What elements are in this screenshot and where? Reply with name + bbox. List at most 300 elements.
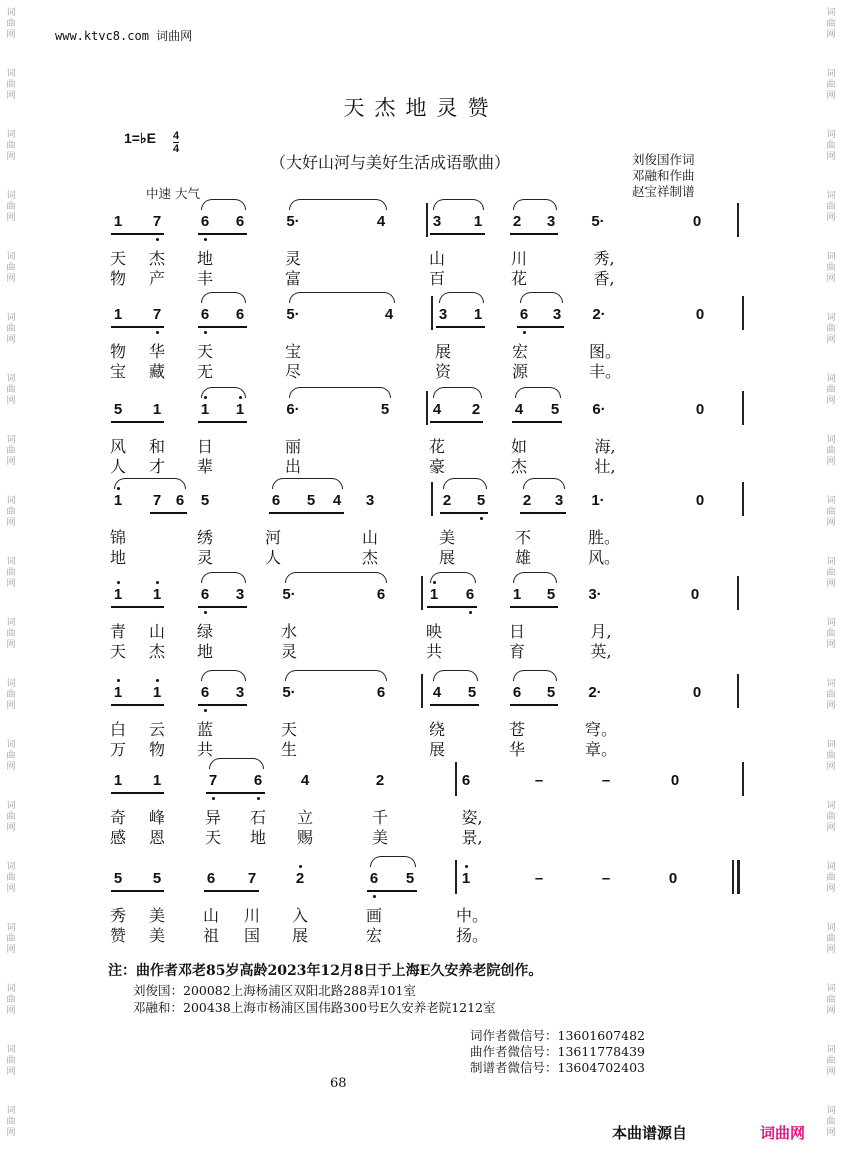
lyric-char: 资 [434, 362, 452, 381]
watermark-glyph: 网 [6, 1006, 16, 1016]
bar-line [455, 860, 457, 894]
slur [523, 478, 565, 489]
lyric-char: 恩 [148, 828, 166, 847]
beam-underline [198, 704, 247, 706]
note: 6 [271, 492, 281, 509]
lyric-char: 产 [148, 269, 166, 288]
wechat-transcriber: 制谱者微信号：13604702403 [470, 1060, 645, 1075]
note: 6· [286, 401, 300, 418]
note: 5 [113, 870, 123, 887]
watermark-glyph: 曲 [6, 202, 16, 212]
lyric-char: 天 [109, 249, 127, 268]
lyric-char: 华 [148, 342, 166, 361]
note: 1 [113, 492, 123, 509]
lyric-char: 美 [148, 906, 166, 925]
octave-dot [156, 581, 159, 584]
note: 7 [247, 870, 257, 887]
slur [201, 292, 246, 303]
watermark-glyph: 曲 [6, 19, 16, 29]
watermark-glyph: 网 [826, 762, 836, 772]
note: 5· [282, 586, 296, 603]
lyric-char: 灵 [284, 249, 302, 268]
watermark-glyph: 网 [826, 1128, 836, 1138]
lyric-char: 绣 [196, 528, 214, 547]
note: 5· [286, 306, 300, 323]
beam-underline [111, 326, 164, 328]
note: 3 [235, 586, 245, 603]
watermark-glyph: 曲 [6, 934, 16, 944]
watermark-glyph: 网 [6, 213, 16, 223]
watermark-glyph: 网 [826, 518, 836, 528]
watermark-glyph: 词 [826, 984, 836, 994]
note: 2 [295, 870, 305, 887]
wechat-ids [470, 1028, 645, 1076]
note: 7 [152, 492, 162, 509]
watermark-glyph: 词 [6, 8, 16, 18]
octave-dot [117, 581, 120, 584]
watermark-glyph: 曲 [6, 141, 16, 151]
watermark-glyph: 曲 [826, 446, 836, 456]
lyric-char: 姿, [461, 808, 483, 827]
octave-dot [373, 895, 376, 898]
composer: 邓融和作曲 [632, 168, 695, 183]
lyric-char: 共 [196, 740, 214, 759]
site-header[interactable] [55, 27, 192, 44]
lyric-char: 山 [202, 906, 220, 925]
transcriber: 赵宝祥制谱 [632, 184, 695, 199]
beam-underline [517, 326, 564, 328]
lyric-char: 苍 [508, 720, 526, 739]
watermark-glyph: 网 [826, 1067, 836, 1077]
note: 0 [692, 684, 702, 701]
lyric-char: 川 [510, 249, 528, 268]
lyricist: 刘俊国作词 [632, 152, 695, 167]
watermark-glyph: 网 [6, 91, 16, 101]
beam-underline [440, 512, 488, 514]
watermark-glyph: 曲 [6, 568, 16, 578]
note: 5 [306, 492, 316, 509]
lyric-char: 风 [109, 437, 127, 456]
beam-underline [430, 704, 479, 706]
watermark-glyph: 词 [6, 618, 16, 628]
note: 2· [588, 684, 602, 701]
lyric-char: 入 [291, 906, 309, 925]
beam-underline [198, 421, 247, 423]
watermark-glyph: 曲 [826, 568, 836, 578]
beam-underline [269, 512, 344, 514]
watermark-glyph: 网 [6, 396, 16, 406]
tempo-marking: 中速 大气 [146, 186, 200, 201]
note: 6 [175, 492, 185, 509]
watermark-glyph: 词 [6, 313, 16, 323]
watermark-glyph: 词 [6, 679, 16, 689]
octave-dot [257, 797, 260, 800]
lyric-char: 赐 [296, 828, 314, 847]
note: 6 [369, 870, 379, 887]
beam-underline [512, 421, 562, 423]
lyric-char: 美 [148, 926, 166, 945]
slur [433, 670, 478, 681]
site-name[interactable]: 词曲网 [156, 29, 193, 43]
watermark-glyph: 词 [826, 679, 836, 689]
wechat-lyricist: 词作者微信号：13601607482 [470, 1028, 645, 1043]
watermark-glyph: 词 [6, 69, 16, 79]
lyric-char: 共 [425, 642, 443, 661]
time-signature: $\frac{4}{4}$ [173, 130, 180, 155]
note: 3 [235, 684, 245, 701]
note: 0 [692, 213, 702, 230]
octave-dot [156, 331, 159, 334]
watermark-glyph: 词 [826, 130, 836, 140]
watermark-glyph: 网 [6, 1067, 16, 1077]
note: 6 [519, 306, 529, 323]
note: – [534, 870, 544, 887]
lyric-char: 杰 [148, 642, 166, 661]
beam-underline [430, 421, 483, 423]
subtitle: （大好山河与美好生活成语歌曲） [270, 153, 511, 172]
beam-underline [111, 792, 164, 794]
watermark-glyph: 曲 [826, 141, 836, 151]
lyric-char: 立 [296, 808, 314, 827]
wechat-composer: 曲作者微信号：13611778439 [470, 1044, 645, 1059]
watermark-glyph: 词 [826, 740, 836, 750]
note: 1· [591, 492, 605, 509]
lyric-char: 丰。 [588, 362, 622, 381]
lyric-char: 人 [264, 548, 282, 567]
watermark-glyph: 网 [826, 457, 836, 467]
slur [289, 292, 395, 303]
slur [201, 199, 246, 210]
bar-line [421, 674, 423, 708]
note: 0 [695, 492, 705, 509]
slur [513, 199, 557, 210]
note: 5 [405, 870, 415, 887]
lyric-char: 豪 [428, 457, 446, 476]
note: 4 [432, 684, 442, 701]
note: 4 [514, 401, 524, 418]
note: 5 [550, 401, 560, 418]
watermark-glyph: 词 [826, 618, 836, 628]
octave-dot [480, 517, 483, 520]
note: 6 [376, 586, 386, 603]
footnote: 注：曲作者邓老85岁高龄2023年12月8日于上海E久安养老院创作。 [108, 963, 543, 979]
note: 6 [465, 586, 475, 603]
watermark-glyph: 词 [6, 496, 16, 506]
beam-underline [111, 421, 164, 423]
beam-underline [198, 606, 247, 608]
watermark-glyph: 词 [6, 923, 16, 933]
note: 5 [546, 586, 556, 603]
slur [209, 758, 264, 769]
lyric-char: 展 [428, 740, 446, 759]
octave-dot [204, 331, 207, 334]
note: 0 [695, 306, 705, 323]
note: 1 [152, 772, 162, 789]
lyric-char: 秀 [109, 906, 127, 925]
bar-line-end [742, 391, 744, 425]
lyric-char: 宏 [365, 926, 383, 945]
watermark-glyph: 曲 [6, 1117, 16, 1127]
watermark-glyph: 词 [6, 252, 16, 262]
note: 2 [375, 772, 385, 789]
note: 1 [113, 772, 123, 789]
note: 5 [380, 401, 390, 418]
watermark-glyph: 网 [6, 274, 16, 284]
slur [443, 478, 487, 489]
lyric-char: 天 [204, 828, 222, 847]
watermark-glyph: 网 [6, 335, 16, 345]
lyric-char: 物 [148, 740, 166, 759]
beam-underline [111, 233, 164, 235]
lyric-char: 地 [109, 548, 127, 567]
watermark-glyph: 网 [826, 945, 836, 955]
octave-dot [204, 238, 207, 241]
beam-underline [111, 890, 164, 892]
watermark-glyph: 曲 [826, 385, 836, 395]
watermark-glyph: 网 [6, 762, 16, 772]
lyric-char: 生 [280, 740, 298, 759]
lyric-char: 英, [590, 642, 612, 661]
watermark-glyph: 曲 [826, 19, 836, 29]
note: 4 [376, 213, 386, 230]
bar-line-end [737, 576, 739, 610]
beam-underline [198, 326, 247, 328]
note: – [534, 772, 544, 789]
octave-dot [299, 865, 302, 868]
watermark-glyph: 词 [826, 191, 836, 201]
note: 5 [467, 684, 477, 701]
lyric-char: 花 [510, 269, 528, 288]
lyric-char: 育 [508, 642, 526, 661]
watermark-glyph: 网 [826, 335, 836, 345]
lyric-char: 百 [428, 269, 446, 288]
note: 3 [432, 213, 442, 230]
lyric-char: 水 [280, 622, 298, 641]
lyric-char: 异 [204, 808, 222, 827]
lyric-char: 香, [593, 269, 615, 288]
watermark-glyph: 网 [6, 701, 16, 711]
watermark-glyph: 网 [826, 701, 836, 711]
note: 4 [432, 401, 442, 418]
lyric-char: 天 [196, 342, 214, 361]
note: 5· [286, 213, 300, 230]
lyric-char: 花 [428, 437, 446, 456]
lyric-char: 灵 [196, 548, 214, 567]
watermark-glyph: 曲 [826, 1117, 836, 1127]
key-signature: 1=♭E [124, 130, 156, 146]
watermark-glyph: 网 [826, 91, 836, 101]
note: 6 [200, 306, 210, 323]
note: 0 [695, 401, 705, 418]
note: 7 [152, 213, 162, 230]
note: 5 [546, 684, 556, 701]
note: 3 [552, 306, 562, 323]
note: 6 [206, 870, 216, 887]
address-lyricist: 刘俊国：200082上海杨浦区双阳北路288弄101室 [133, 983, 416, 998]
note: 5· [282, 684, 296, 701]
lyric-char: 石 [249, 808, 267, 827]
lyric-char: 景, [461, 828, 483, 847]
note: 1 [473, 213, 483, 230]
note: 6 [200, 586, 210, 603]
watermark-glyph: 曲 [826, 263, 836, 273]
beam-underline [206, 792, 265, 794]
bar-line [426, 391, 428, 425]
lyric-char: 雄 [514, 548, 532, 567]
lyric-char: 源 [511, 362, 529, 381]
lyric-char: 扬。 [455, 926, 489, 945]
lyric-char: 祖 [202, 926, 220, 945]
lyric-char: 峰 [148, 808, 166, 827]
lyric-char: 如 [510, 437, 528, 456]
note: 1 [113, 586, 123, 603]
lyric-char: 无 [196, 362, 214, 381]
watermark-glyph: 词 [6, 984, 16, 994]
beam-underline [520, 512, 566, 514]
lyric-char: 美 [438, 528, 456, 547]
bar-line-end [737, 203, 739, 237]
note: 2 [512, 213, 522, 230]
slur [285, 572, 387, 583]
lyric-char: 杰 [148, 249, 166, 268]
watermark-glyph: 词 [6, 740, 16, 750]
note: 5· [591, 213, 605, 230]
slur [433, 387, 482, 398]
note: 3 [554, 492, 564, 509]
lyric-char: 千 [371, 808, 389, 827]
lyric-char: 山 [361, 528, 379, 547]
lyric-char: 壮, [594, 457, 616, 476]
octave-dot [212, 797, 215, 800]
source-brand[interactable]: 词曲网 [760, 1124, 806, 1142]
note: 1 [113, 213, 123, 230]
watermark-glyph: 网 [6, 579, 16, 589]
watermark-glyph: 网 [6, 30, 16, 40]
lyric-char: 山 [148, 622, 166, 641]
lyric-char: 万 [109, 740, 127, 759]
lyric-char: 青 [109, 622, 127, 641]
lyric-char: 风。 [587, 548, 621, 567]
beam-underline [198, 233, 247, 235]
source-label: 本曲谱源自 [612, 1124, 688, 1142]
beam-underline [427, 606, 477, 608]
right-watermark [824, 0, 838, 1171]
watermark-glyph: 网 [6, 823, 16, 833]
watermark-glyph: 曲 [826, 1056, 836, 1066]
note: 5 [152, 870, 162, 887]
lyric-char: 和 [148, 437, 166, 456]
note: 7 [208, 772, 218, 789]
watermark-glyph: 曲 [6, 80, 16, 90]
lyric-char: 绿 [196, 622, 214, 641]
watermark-glyph: 网 [6, 518, 16, 528]
lyric-char: 天 [280, 720, 298, 739]
watermark-glyph: 词 [826, 1045, 836, 1055]
slur [289, 387, 391, 398]
note: 6 [253, 772, 263, 789]
octave-dot [469, 611, 472, 614]
lyric-char: 宝 [109, 362, 127, 381]
lyric-char: 天 [109, 642, 127, 661]
lyric-char: 胜。 [587, 528, 621, 547]
note: – [601, 870, 611, 887]
slur [430, 572, 476, 583]
watermark-glyph: 曲 [826, 995, 836, 1005]
note: 6 [200, 684, 210, 701]
note: 1 [235, 401, 245, 418]
watermark-glyph: 词 [6, 374, 16, 384]
lyric-char: 锦 [109, 528, 127, 547]
watermark-glyph: 曲 [6, 873, 16, 883]
note: 4 [384, 306, 394, 323]
watermark-glyph: 网 [826, 579, 836, 589]
watermark-glyph: 曲 [826, 690, 836, 700]
song-title: 天杰地灵赞 [343, 96, 499, 120]
lyric-char: 灵 [280, 642, 298, 661]
slur [272, 478, 343, 489]
note: 2 [522, 492, 532, 509]
octave-dot [204, 611, 207, 614]
note: 1 [152, 401, 162, 418]
lyric-char: 绕 [428, 720, 446, 739]
watermark-glyph: 曲 [6, 690, 16, 700]
lyric-char: 河 [264, 528, 282, 547]
lyric-char: 美 [371, 828, 389, 847]
watermark-glyph: 词 [826, 557, 836, 567]
lyric-char: 国 [243, 926, 261, 945]
beam-underline [204, 890, 259, 892]
lyric-char: 杰 [361, 548, 379, 567]
lyric-char: 地 [196, 249, 214, 268]
watermark-glyph: 曲 [826, 751, 836, 761]
addresses [133, 982, 496, 1016]
site-url[interactable]: www.ktvc8.com [55, 29, 149, 43]
note: 2· [592, 306, 606, 323]
note: 6 [376, 684, 386, 701]
watermark-glyph: 网 [826, 396, 836, 406]
note: 1 [461, 870, 471, 887]
note: 6 [200, 213, 210, 230]
slur [513, 670, 557, 681]
watermark-glyph: 曲 [826, 80, 836, 90]
lyric-char: 云 [148, 720, 166, 739]
watermark-glyph: 曲 [6, 629, 16, 639]
lyric-char: 丽 [284, 437, 302, 456]
watermark-glyph: 曲 [826, 324, 836, 334]
slur [370, 856, 416, 867]
watermark-glyph: 网 [826, 884, 836, 894]
slur [433, 199, 484, 210]
lyric-char: 出 [284, 457, 302, 476]
watermark-glyph: 词 [6, 191, 16, 201]
watermark-glyph: 网 [826, 30, 836, 40]
note: 2 [442, 492, 452, 509]
watermark-glyph: 词 [826, 862, 836, 872]
bar-line-end [737, 860, 740, 894]
beam-underline [430, 233, 485, 235]
bar-line [431, 296, 433, 330]
note: 1 [429, 586, 439, 603]
watermark-glyph: 网 [6, 457, 16, 467]
note: 1 [113, 306, 123, 323]
lyric-char: 华 [508, 740, 526, 759]
lyric-char: 不 [514, 528, 532, 547]
watermark-glyph: 网 [826, 823, 836, 833]
note: 4 [300, 772, 310, 789]
note: 1 [200, 401, 210, 418]
watermark-glyph: 词 [6, 801, 16, 811]
lyric-char: 地 [196, 642, 214, 661]
